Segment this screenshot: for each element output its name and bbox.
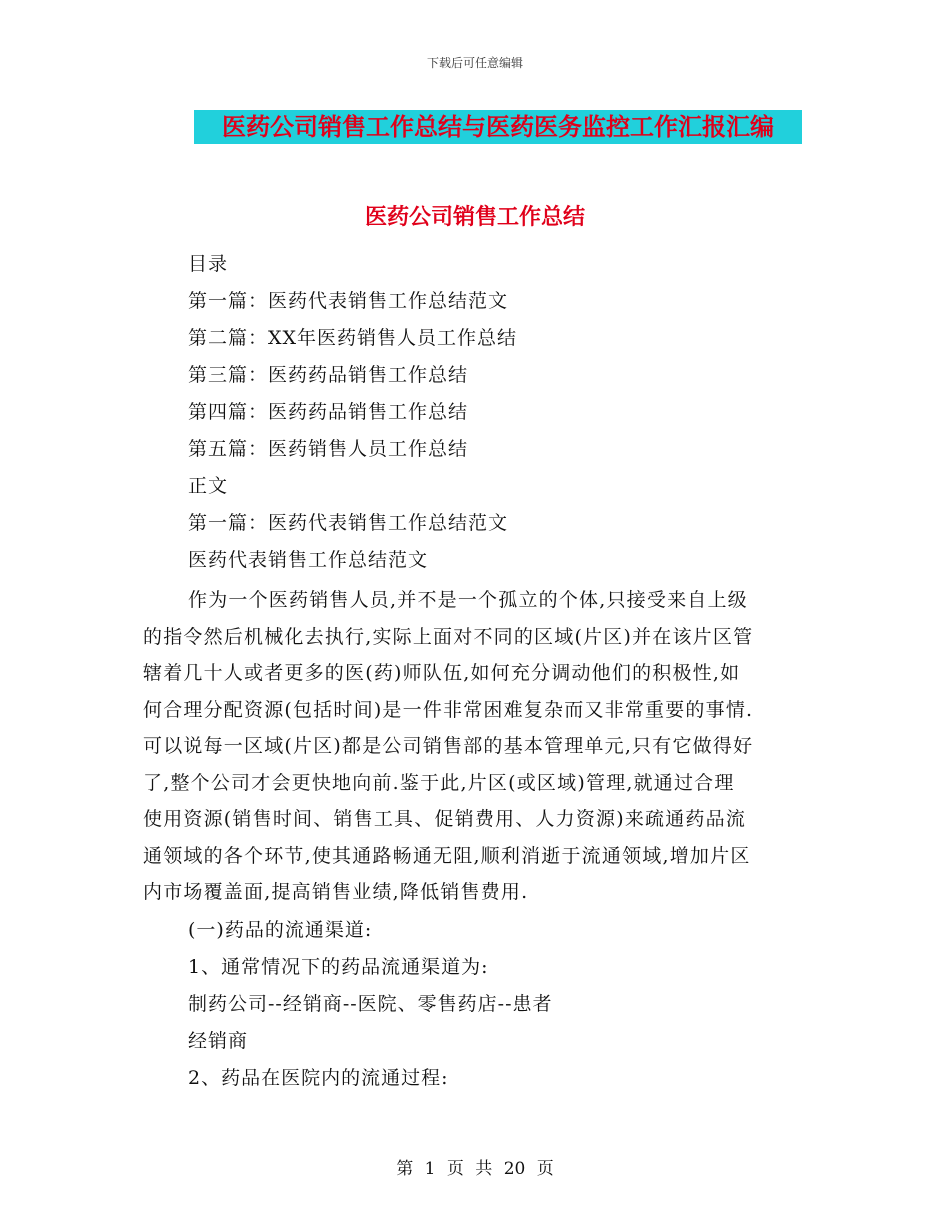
doc-title: 医药公司销售工作总结与医药医务监控工作汇报汇编 <box>222 113 774 141</box>
toc-item-2: 第二篇：XX年医药销售人员工作总结 <box>188 327 518 349</box>
paragraph-line: 使用资源(销售时间、销售工具、促销费用、人力资源)来疏通药品流 <box>143 808 747 830</box>
page-footer: 第 1 页 共 20 页 <box>396 1159 554 1179</box>
toc-item-3: 第三篇：医药药品销售工作总结 <box>188 364 469 386</box>
paragraph-line: 可以说每一区域(片区)都是公司销售部的基本管理单元,只有它做得好 <box>143 735 754 757</box>
body-paragraph <box>143 582 807 911</box>
toc-item-1: 第一篇：医药代表销售工作总结范文 <box>188 290 509 312</box>
sub-item-1: (一)药品的流通渠道: <box>188 919 373 941</box>
paragraph-line: 辖着几十人或者更多的医(药)师队伍,如何充分调动他们的积极性,如 <box>143 662 741 684</box>
sub-item-5: 2、药品在医院内的流通过程: <box>188 1067 449 1089</box>
sub-item-2: 1、通常情况下的药品流通渠道为: <box>188 956 489 978</box>
paragraph-line: 何合理分配资源(包括时间)是一件非常困难复杂而又非常重要的事情. <box>143 698 754 721</box>
toc-heading: 目录 <box>188 253 229 275</box>
paragraph-line: 了,整个公司才会更快地向前.鉴于此,片区(或区域)管理,就通过合理 <box>143 771 735 794</box>
toc-item-4: 第四篇：医药药品销售工作总结 <box>188 401 469 423</box>
paragraph-line: 内市场覆盖面,提高销售业绩,降低销售费用. <box>143 881 529 903</box>
header-note: 下载后可任意编辑 <box>426 56 523 70</box>
chapter-heading: 第一篇：医药代表销售工作总结范文 <box>188 512 509 534</box>
paragraph-line: 作为一个医药销售人员,并不是一个孤立的个体,只接受来自上级 <box>188 589 748 611</box>
sub-item-4: 经销商 <box>188 1030 249 1052</box>
paragraph-line: 的指令然后机械化去执行,实际上面对不同的区域(片区)并在该片区管 <box>143 625 754 648</box>
chapter-subtitle: 医药代表销售工作总结范文 <box>188 549 429 571</box>
toc-item-5: 第五篇：医药销售人员工作总结 <box>188 438 469 460</box>
section-title: 医药公司销售工作总结 <box>364 205 585 230</box>
body-label: 正文 <box>188 475 229 497</box>
doc-title-highlight <box>194 110 802 144</box>
sub-item-3: 制药公司--经销商--医院、零售药店--患者 <box>188 993 553 1015</box>
paragraph-line: 通领域的各个环节,使其通路畅通无阻,顺利消逝于流通领域,增加片区 <box>143 844 751 867</box>
